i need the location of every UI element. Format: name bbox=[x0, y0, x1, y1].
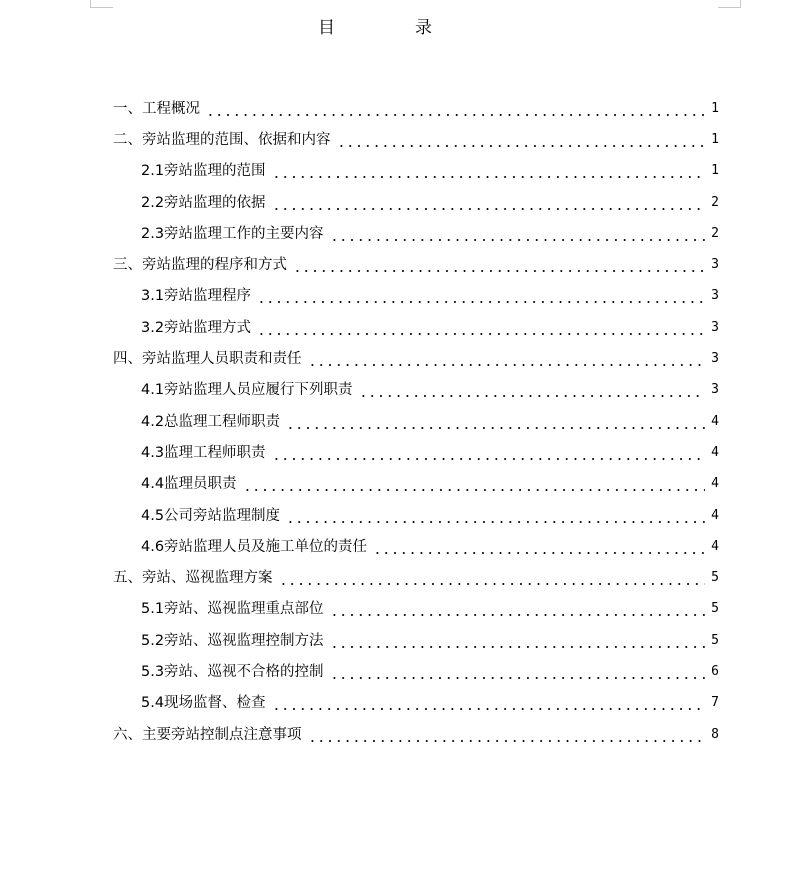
toc-entry-text: 五、旁站、巡视监理方案 bbox=[113, 570, 273, 587]
toc-entry-text: 5.4现场监督、检查 bbox=[141, 695, 266, 712]
toc-dot-leader bbox=[272, 693, 705, 713]
toc-entry-text: 4.6旁站监理人员及施工单位的责任 bbox=[141, 538, 368, 555]
toc-entry-text: 三、旁站监理的程序和方式 bbox=[113, 257, 287, 274]
toc-dot-leader bbox=[330, 662, 705, 682]
toc-page-number: 3 bbox=[711, 257, 719, 273]
toc-dot-leader bbox=[243, 474, 705, 494]
toc-dot-leader bbox=[279, 568, 706, 588]
toc-entry[interactable] bbox=[113, 500, 719, 531]
toc-page-number: 3 bbox=[711, 351, 719, 367]
toc-dot-leader bbox=[359, 380, 705, 400]
toc-page-number: 2 bbox=[711, 194, 719, 210]
toc-entry[interactable] bbox=[113, 93, 719, 124]
toc-page-number: 5 bbox=[711, 570, 719, 586]
toc-dot-leader bbox=[206, 99, 705, 119]
toc-dot-leader bbox=[373, 537, 705, 557]
toc-page-number: 3 bbox=[711, 319, 719, 335]
corner-crop-mark-left bbox=[90, 0, 113, 8]
toc-entry-text: 2.2旁站监理的依据 bbox=[141, 194, 266, 211]
toc-page-number: 3 bbox=[711, 382, 719, 398]
toc-dot-leader bbox=[272, 193, 705, 213]
toc-entry[interactable] bbox=[113, 719, 719, 750]
toc-page-number: 7 bbox=[711, 695, 719, 711]
toc-dot-leader bbox=[257, 286, 705, 306]
toc-page-number: 4 bbox=[711, 476, 719, 492]
toc-entry[interactable] bbox=[113, 187, 719, 218]
toc-dot-leader bbox=[330, 631, 705, 651]
toc-entry-text: 4.3监理工程师职责 bbox=[141, 444, 266, 461]
toc-page-number: 4 bbox=[711, 507, 719, 523]
toc-entry-text: 5.1旁站、巡视监理重点部位 bbox=[141, 601, 324, 618]
toc-page-number: 1 bbox=[711, 163, 719, 179]
toc-entry[interactable] bbox=[113, 249, 719, 280]
toc-entry[interactable] bbox=[113, 531, 719, 562]
toc-entry[interactable] bbox=[113, 406, 719, 437]
toc-dot-leader bbox=[308, 725, 706, 745]
toc-page-number: 1 bbox=[711, 100, 719, 116]
toc-entry[interactable] bbox=[113, 656, 719, 687]
toc-dot-leader bbox=[330, 599, 705, 619]
toc-entry[interactable] bbox=[113, 218, 719, 249]
toc-entry-text: 5.3旁站、巡视不合格的控制 bbox=[141, 663, 324, 680]
toc-entry-text: 4.5公司旁站监理制度 bbox=[141, 507, 281, 524]
toc-page-number: 6 bbox=[711, 663, 719, 679]
toc-entry[interactable] bbox=[113, 124, 719, 155]
toc-dot-leader bbox=[293, 255, 705, 275]
toc-page-number: 4 bbox=[711, 444, 719, 460]
toc-page-number: 5 bbox=[711, 601, 719, 617]
toc-dot-leader bbox=[337, 130, 706, 150]
toc-entry[interactable] bbox=[113, 437, 719, 468]
toc-entry-text: 4.1旁站监理人员应履行下列职责 bbox=[141, 382, 353, 399]
toc-entry-text: 4.4监理员职责 bbox=[141, 476, 237, 493]
toc-entry[interactable] bbox=[113, 469, 719, 500]
toc-entry[interactable] bbox=[113, 625, 719, 656]
toc-entry-text: 2.3旁站监理工作的主要内容 bbox=[141, 225, 324, 242]
toc-entry-text: 5.2旁站、巡视监理控制方法 bbox=[141, 632, 324, 649]
toc-page-number: 4 bbox=[711, 413, 719, 429]
toc-entry-text: 一、工程概况 bbox=[113, 100, 200, 117]
toc-page-number: 5 bbox=[711, 632, 719, 648]
toc-entry-text: 四、旁站监理人员职责和责任 bbox=[113, 351, 302, 368]
toc-title: 目录 bbox=[318, 18, 512, 38]
toc-dot-leader bbox=[308, 349, 706, 369]
toc-dot-leader bbox=[286, 506, 705, 526]
toc-dot-leader bbox=[272, 161, 705, 181]
toc-page-number: 3 bbox=[711, 288, 719, 304]
toc-entry-text: 二、旁站监理的范围、依据和内容 bbox=[113, 131, 331, 148]
toc-page-number: 4 bbox=[711, 538, 719, 554]
toc-page-number: 8 bbox=[711, 726, 719, 742]
toc-entry[interactable] bbox=[113, 375, 719, 406]
toc-dot-leader bbox=[286, 412, 705, 432]
toc-dot-leader bbox=[257, 318, 705, 338]
toc-entry[interactable] bbox=[113, 688, 719, 719]
toc-entry[interactable] bbox=[113, 281, 719, 312]
toc-entry[interactable] bbox=[113, 562, 719, 593]
toc-entry-text: 2.1旁站监理的范围 bbox=[141, 163, 266, 180]
toc-entry-text: 3.1旁站监理程序 bbox=[141, 288, 252, 305]
toc-entry-text: 4.2总监理工程师职责 bbox=[141, 413, 281, 430]
toc-dot-leader bbox=[272, 443, 705, 463]
toc-page-number: 1 bbox=[711, 131, 719, 147]
toc-page-number: 2 bbox=[711, 225, 719, 241]
toc-entry[interactable] bbox=[113, 312, 719, 343]
toc-entry-text: 六、主要旁站控制点注意事项 bbox=[113, 726, 302, 743]
toc-entry[interactable] bbox=[113, 594, 719, 625]
toc-entry-text: 3.2旁站监理方式 bbox=[141, 319, 252, 336]
toc-dot-leader bbox=[330, 224, 705, 244]
toc-entry[interactable] bbox=[113, 343, 719, 374]
toc-entry[interactable] bbox=[113, 156, 719, 187]
toc-list bbox=[113, 93, 719, 750]
corner-crop-mark-right bbox=[718, 0, 741, 8]
